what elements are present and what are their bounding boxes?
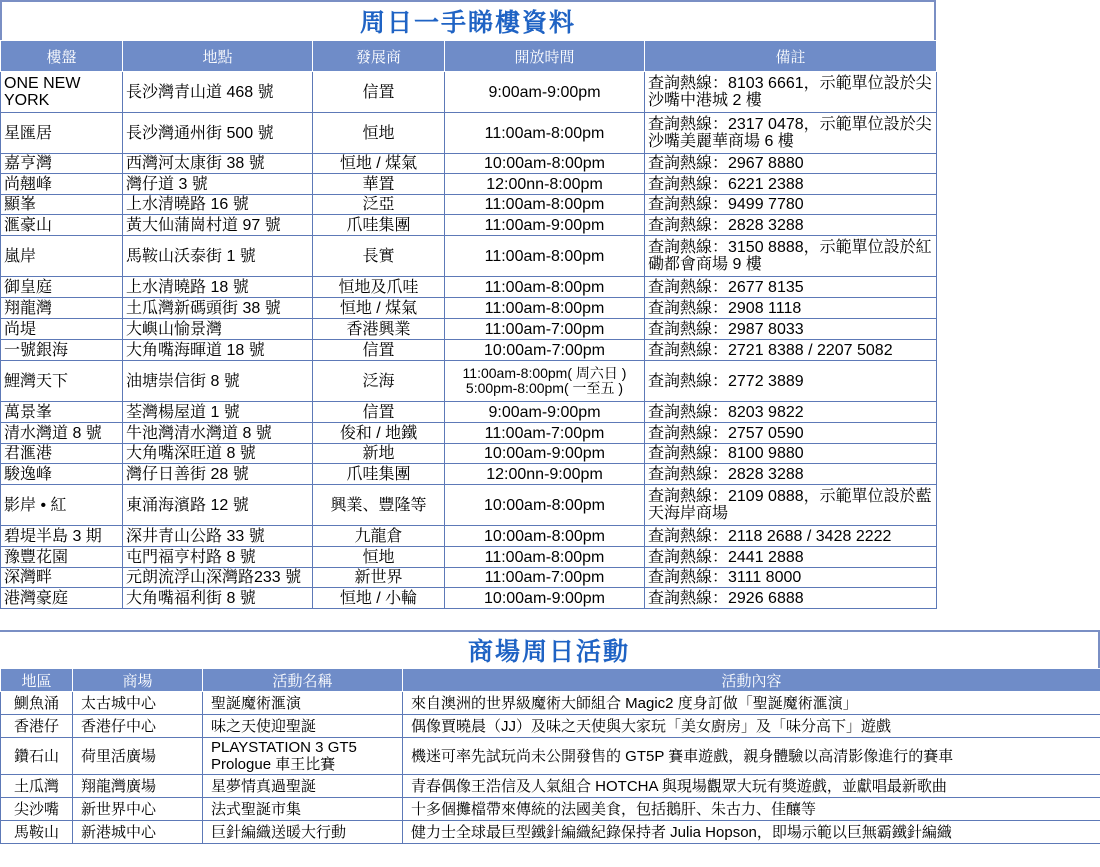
table-row	[1, 72, 937, 113]
hours-cell: 11:00am-7:00pm	[445, 423, 645, 444]
location-cell: 大角嘴海暉道 18 號	[123, 340, 313, 361]
location-cell: 大角嘴深旺道 8 號	[123, 444, 313, 464]
mall-cell: 新港城中心	[73, 821, 203, 844]
hours-cell: 11:00am-8:00pm( 周六日 ) 5:00pm-8:00pm( 一至五 )	[445, 361, 645, 402]
table-row	[1, 174, 937, 195]
remark-cell: 查詢熱線：2317 0478，示範單位設於尖沙嘴美麗華商場 6 樓	[645, 113, 937, 154]
table-row	[1, 298, 937, 319]
table-row	[1, 319, 937, 340]
developer-cell: 爪哇集團	[313, 215, 445, 236]
location-cell: 荃灣楊屋道 1 號	[123, 402, 313, 423]
table-row	[1, 568, 937, 588]
remark-cell: 查詢熱線：3150 8888，示範單位設於紅磡都會商場 9 樓	[645, 236, 937, 277]
location-cell: 牛池灣清水灣道 8 號	[123, 423, 313, 444]
location-cell: 東涌海濱路 12 號	[123, 485, 313, 526]
district-cell: 鑽石山	[1, 738, 73, 775]
location-cell: 屯門福亨村路 8 號	[123, 547, 313, 568]
table-row	[1, 738, 1100, 775]
location-cell: 馬鞍山沃泰街 1 號	[123, 236, 313, 277]
remark-cell: 查詢熱線：2987 8033	[645, 319, 937, 340]
hours-cell: 11:00am-8:00pm	[445, 277, 645, 298]
mall-cell: 荷里活廣場	[73, 738, 203, 775]
developer-cell: 興業、豐隆等	[313, 485, 445, 526]
remark-cell: 查詢熱線：2109 0888，示範單位設於藍天海岸商場	[645, 485, 937, 526]
property-cell: 尚翹峰	[1, 174, 123, 195]
developer-cell: 信置	[313, 72, 445, 113]
location-cell: 油塘崇信街 8 號	[123, 361, 313, 402]
header-row	[1, 669, 1100, 692]
hours-cell: 10:00am-9:00pm	[445, 588, 645, 609]
remark-cell: 查詢熱線：2772 3889	[645, 361, 937, 402]
hours-cell: 11:00am-8:00pm	[445, 298, 645, 319]
developer-cell: 信置	[313, 402, 445, 423]
remark-cell: 查詢熱線：2828 3288	[645, 464, 937, 485]
location-cell: 上水清曉路 16 號	[123, 195, 313, 215]
hours-cell: 11:00am-9:00pm	[445, 215, 645, 236]
table-row	[1, 485, 937, 526]
hours-cell: 10:00am-8:00pm	[445, 485, 645, 526]
developer-cell: 恒地 / 煤氣	[313, 298, 445, 319]
district-cell: 土瓜灣	[1, 775, 73, 798]
table-row	[1, 215, 937, 236]
mall-cell: 太古城中心	[73, 692, 203, 715]
property-cell: 翔龍灣	[1, 298, 123, 319]
developer-cell: 華置	[313, 174, 445, 195]
property-cell: 尚堤	[1, 319, 123, 340]
location-cell: 大嶼山愉景灣	[123, 319, 313, 340]
location-cell: 長沙灣通州街 500 號	[123, 113, 313, 154]
col-header-hours: 開放時間	[445, 41, 645, 72]
developer-cell: 新地	[313, 444, 445, 464]
table-row	[1, 402, 937, 423]
section-title-text: 商場周日活動	[467, 637, 630, 666]
location-cell: 大角嘴福利街 8 號	[123, 588, 313, 609]
developer-cell: 俊和 / 地鐵	[313, 423, 445, 444]
table-row	[1, 464, 937, 485]
mall-cell: 新世界中心	[73, 798, 203, 821]
developer-cell: 爪哇集團	[313, 464, 445, 485]
remark-cell: 查詢熱線：8203 9822	[645, 402, 937, 423]
section-title-text: 周日一手睇樓資料	[359, 8, 576, 37]
developer-cell: 香港興業	[313, 319, 445, 340]
event-cell: 星夢情真過聖誕	[203, 775, 403, 798]
hours-cell: 11:00am-7:00pm	[445, 568, 645, 588]
table-row	[1, 195, 937, 215]
location-cell: 西灣河太康街 38 號	[123, 154, 313, 174]
property-cell: 碧堤半島 3 期	[1, 526, 123, 547]
hours-cell: 11:00am-7:00pm	[445, 319, 645, 340]
event-cell: 巨針編織送暖大行動	[203, 821, 403, 844]
property-cell: 萬景峯	[1, 402, 123, 423]
developer-cell: 恒地 / 小輪	[313, 588, 445, 609]
table-row	[1, 236, 937, 277]
remark-cell: 查詢熱線：2908 1118	[645, 298, 937, 319]
property-cell: 一號銀海	[1, 340, 123, 361]
remark-cell: 查詢熱線：2757 0590	[645, 423, 937, 444]
developer-cell: 長實	[313, 236, 445, 277]
table-row	[1, 361, 937, 402]
property-cell: ONE NEW YORK	[1, 72, 123, 113]
remark-cell: 查詢熱線：2926 6888	[645, 588, 937, 609]
content-cell: 健力士全球最巨型鐵針編織紀錄保持者 Julia Hopson，即場示範以巨無霸鐵針編織	[403, 821, 1100, 844]
mall-cell: 香港仔中心	[73, 715, 203, 738]
developer-cell: 恒地	[313, 113, 445, 154]
table-row	[1, 526, 937, 547]
district-cell: 香港仔	[1, 715, 73, 738]
remark-cell: 查詢熱線：2118 2688 / 3428 2222	[645, 526, 937, 547]
remark-cell: 查詢熱線：2677 8135	[645, 277, 937, 298]
property-cell: 鯉灣天下	[1, 361, 123, 402]
col-header-location: 地點	[123, 41, 313, 72]
table-row	[1, 423, 937, 444]
hours-cell: 11:00am-8:00pm	[445, 236, 645, 277]
hours-cell: 11:00am-8:00pm	[445, 195, 645, 215]
content-cell: 十多個攤檔帶來傳統的法國美食，包括鵝肝、朱古力、佳釀等	[403, 798, 1100, 821]
remark-cell: 查詢熱線：3111 8000	[645, 568, 937, 588]
developer-cell: 新世界	[313, 568, 445, 588]
col-header-mall: 商場	[73, 669, 203, 692]
property-cell: 滙豪山	[1, 215, 123, 236]
property-cell: 顯峯	[1, 195, 123, 215]
table-row	[1, 154, 937, 174]
remark-cell: 查詢熱線：2828 3288	[645, 215, 937, 236]
location-cell: 土瓜灣新碼頭街 38 號	[123, 298, 313, 319]
location-cell: 深井青山公路 33 號	[123, 526, 313, 547]
property-cell: 港灣豪庭	[1, 588, 123, 609]
hours-cell: 11:00am-8:00pm	[445, 547, 645, 568]
event-cell: 味之天使迎聖誕	[203, 715, 403, 738]
property-cell: 影岸 • 紅	[1, 485, 123, 526]
developer-cell: 信置	[313, 340, 445, 361]
developer-cell: 恒地及爪哇	[313, 277, 445, 298]
hours-cell: 12:00nn-8:00pm	[445, 174, 645, 195]
table-row	[1, 692, 1100, 715]
remark-cell: 查詢熱線：8103 6661，示範單位設於尖沙嘴中港城 2 樓	[645, 72, 937, 113]
location-cell: 黃大仙蒲崗村道 97 號	[123, 215, 313, 236]
content-cell: 機迷可率先試玩尚未公開發售的 GT5P 賽車遊戲，親身體驗以高清影像進行的賽車	[403, 738, 1100, 775]
col-header-remark: 備註	[645, 41, 937, 72]
property-cell: 嘉亨灣	[1, 154, 123, 174]
district-cell: 尖沙嘴	[1, 798, 73, 821]
remark-cell: 查詢熱線：2721 8388 / 2207 5082	[645, 340, 937, 361]
hours-cell: 9:00am-9:00pm	[445, 72, 645, 113]
location-cell: 長沙灣青山道 468 號	[123, 72, 313, 113]
hours-cell: 10:00am-8:00pm	[445, 526, 645, 547]
event-cell: 聖誕魔術滙演	[203, 692, 403, 715]
col-header-property: 樓盤	[1, 41, 123, 72]
open-house-table	[0, 40, 937, 609]
district-cell: 馬鞍山	[1, 821, 73, 844]
section-title-mall-events	[0, 630, 1100, 668]
developer-cell: 九龍倉	[313, 526, 445, 547]
event-cell: 法式聖誕市集	[203, 798, 403, 821]
mall-cell: 翔龍灣廣場	[73, 775, 203, 798]
col-header-event: 活動名稱	[203, 669, 403, 692]
property-cell: 清水灣道 8 號	[1, 423, 123, 444]
table-row	[1, 715, 1100, 738]
hours-cell: 12:00nn-9:00pm	[445, 464, 645, 485]
hours-cell: 10:00am-7:00pm	[445, 340, 645, 361]
hours-cell: 11:00am-8:00pm	[445, 113, 645, 154]
location-cell: 上水清曉路 18 號	[123, 277, 313, 298]
developer-cell: 恒地 / 煤氣	[313, 154, 445, 174]
location-cell: 元朗流浮山深灣路233 號	[123, 568, 313, 588]
district-cell: 鰂魚涌	[1, 692, 73, 715]
col-header-district: 地區	[1, 669, 73, 692]
col-header-developer: 發展商	[313, 41, 445, 72]
property-cell: 豫豐花園	[1, 547, 123, 568]
table-row	[1, 547, 937, 568]
property-cell: 駿逸峰	[1, 464, 123, 485]
location-cell: 灣仔道 3 號	[123, 174, 313, 195]
table-row	[1, 444, 937, 464]
hours-cell: 10:00am-9:00pm	[445, 444, 645, 464]
table-row	[1, 588, 937, 609]
remark-cell: 查詢熱線：9499 7780	[645, 195, 937, 215]
table-row	[1, 821, 1100, 844]
col-header-content: 活動內容	[403, 669, 1100, 692]
remark-cell: 查詢熱線：6221 2388	[645, 174, 937, 195]
table-row	[1, 113, 937, 154]
remark-cell: 查詢熱線：2967 8880	[645, 154, 937, 174]
developer-cell: 泛亞	[313, 195, 445, 215]
content-cell: 偶像賈曉晨（JJ）及味之天使與大家玩「美女廚房」及「味分高下」遊戲	[403, 715, 1100, 738]
property-cell: 深灣畔	[1, 568, 123, 588]
remark-cell: 查詢熱線：8100 9880	[645, 444, 937, 464]
table-row	[1, 277, 937, 298]
remark-cell: 查詢熱線：2441 2888	[645, 547, 937, 568]
property-cell: 星匯居	[1, 113, 123, 154]
developer-cell: 恒地	[313, 547, 445, 568]
developer-cell: 泛海	[313, 361, 445, 402]
table-row	[1, 798, 1100, 821]
header-row	[1, 41, 937, 72]
content-cell: 青春偶像王浩信及人氣組合 HOTCHA 與現場觀眾大玩有獎遊戲，並獻唱最新歌曲	[403, 775, 1100, 798]
table-row	[1, 775, 1100, 798]
content-cell: 來自澳洲的世界級魔術大師組合 Magic2 度身訂做「聖誕魔術滙演」	[403, 692, 1100, 715]
location-cell: 灣仔日善街 28 號	[123, 464, 313, 485]
mall-events-table	[0, 668, 1100, 844]
event-cell: PLAYSTATION 3 GT5 Prologue 車王比賽	[203, 738, 403, 775]
hours-cell: 9:00am-9:00pm	[445, 402, 645, 423]
property-cell: 君滙港	[1, 444, 123, 464]
hours-cell: 10:00am-8:00pm	[445, 154, 645, 174]
section-title-open-house	[0, 0, 936, 40]
property-cell: 御皇庭	[1, 277, 123, 298]
property-cell: 嵐岸	[1, 236, 123, 277]
table-row	[1, 340, 937, 361]
